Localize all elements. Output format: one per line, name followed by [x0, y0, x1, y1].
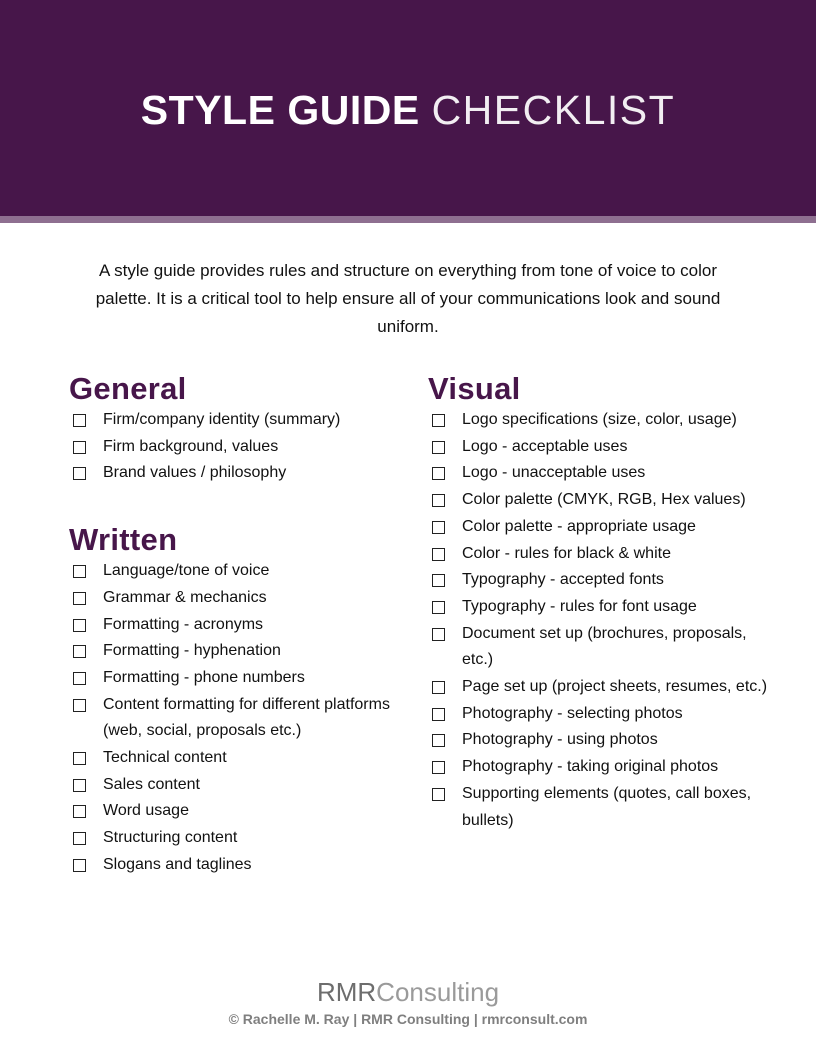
footer-brand-logo	[0, 976, 816, 1008]
checklist-item-label: Grammar & mechanics	[103, 588, 267, 606]
checklist-item-label: Slogans and taglines	[103, 855, 252, 873]
checkbox[interactable]	[73, 414, 86, 427]
checklist-item-label: Formatting - hyphenation	[103, 642, 281, 660]
checkbox[interactable]	[432, 628, 445, 641]
checklist-item	[69, 558, 409, 585]
checklist-item-label: Color palette (CMYK, RGB, Hex values)	[462, 491, 746, 509]
checklist-item	[428, 701, 768, 728]
checklist-item	[428, 434, 768, 461]
checklist-item-label: Firm/company identity (summary)	[103, 411, 341, 428]
checklist-item	[69, 612, 409, 639]
checkbox[interactable]	[73, 752, 86, 765]
checklist-item	[428, 567, 768, 594]
page-title-bold: STYLE GUIDE	[140, 87, 420, 133]
checkbox[interactable]	[73, 699, 86, 712]
checkbox[interactable]	[432, 441, 445, 454]
checklist-item	[428, 727, 768, 754]
header-accent-rule	[0, 216, 816, 223]
checklist-item-label: Page set up (project sheets, resumes, etc.)	[462, 678, 768, 696]
checkbox[interactable]	[73, 565, 86, 578]
checklist-item-label: Photography - selecting photos	[462, 704, 683, 722]
checklist-item-label: Structuring content	[103, 829, 238, 847]
checklist-general	[69, 407, 409, 487]
checklist-item	[69, 434, 409, 461]
checkbox[interactable]	[73, 672, 86, 685]
checklist-item	[428, 541, 768, 568]
checkbox[interactable]	[73, 645, 86, 658]
section-spacer	[69, 487, 409, 521]
checklist-item-label: Logo - unacceptable uses	[462, 464, 646, 482]
checklist-item	[428, 621, 768, 674]
checklist-item	[428, 487, 768, 514]
section-heading-written: Written	[69, 522, 178, 558]
checkbox[interactable]	[432, 467, 445, 480]
checklist-item-label: Sales content	[103, 775, 200, 793]
checklist-item-label: Word usage	[103, 802, 189, 820]
checkbox[interactable]	[432, 521, 445, 534]
checklist-item-label: Technical content	[103, 749, 227, 767]
brand-name-light: Consulting	[376, 977, 500, 1007]
checklist-item-label: Document set up (brochures, proposals, etc.)	[462, 624, 747, 669]
checkbox[interactable]	[73, 859, 86, 872]
intro-paragraph: A style guide provides rules and structure on everything from tone of voice to color palette. It is a critical tool to help ensure all of your communications look and sound uniform.	[95, 261, 721, 336]
checklist-item-label: Typography - accepted fonts	[462, 571, 664, 589]
checklist-item	[69, 745, 409, 772]
checkbox[interactable]	[432, 788, 445, 801]
checklist-item	[69, 407, 409, 434]
checkbox[interactable]	[432, 708, 445, 721]
checklist-item-label: Language/tone of voice	[103, 562, 270, 580]
checkbox[interactable]	[73, 441, 86, 454]
checklist-item	[69, 638, 409, 665]
checklist-item-label: Logo specifications (size, color, usage)	[462, 411, 737, 428]
page-title-light: CHECKLIST	[431, 87, 676, 133]
checklist-item-label: Typography - rules for font usage	[462, 597, 697, 615]
checklist-item	[69, 798, 409, 825]
checklist-item	[69, 665, 409, 692]
checklist-item-label: Formatting - acronyms	[103, 615, 264, 633]
checkbox[interactable]	[432, 494, 445, 507]
checklist-item	[69, 772, 409, 799]
checklist-item-label: Formatting - phone numbers	[103, 668, 305, 686]
checklist-item	[428, 594, 768, 621]
checklist-item-label: Color palette - appropriate usage	[462, 517, 696, 535]
checklist-item	[69, 852, 409, 879]
checkbox[interactable]	[432, 734, 445, 747]
checkbox[interactable]	[73, 592, 86, 605]
checklist-item-label: Brand values / philosophy	[103, 464, 287, 482]
checklist-item	[428, 674, 768, 701]
checklist-item	[428, 514, 768, 541]
checklist-item	[428, 407, 768, 434]
section-heading-general: General	[69, 371, 187, 406]
checkbox[interactable]	[73, 467, 86, 480]
checklist-item	[69, 825, 409, 852]
checkbox[interactable]	[432, 574, 445, 587]
left-column	[69, 370, 409, 879]
checklist-item-label: Firm background, values	[103, 437, 279, 455]
checklist-item-label: Color - rules for black & white	[462, 544, 671, 562]
page-title	[0, 86, 816, 134]
checklist-item-label: Photography - using photos	[462, 731, 658, 749]
checkbox[interactable]	[73, 619, 86, 632]
checklist-item	[69, 460, 409, 487]
footer-credit: © Rachelle M. Ray | RMR Consulting | rmrconsult.com	[228, 1011, 588, 1027]
checklist-item	[428, 460, 768, 487]
checkbox[interactable]	[432, 414, 445, 427]
checklist-item	[428, 754, 768, 781]
checklist-item	[428, 781, 768, 834]
checkbox[interactable]	[432, 681, 445, 694]
right-column	[428, 370, 768, 834]
checklist-written	[69, 558, 409, 878]
checklist-visual	[428, 407, 768, 834]
checklist-item	[69, 692, 409, 745]
checkbox[interactable]	[73, 805, 86, 818]
checkbox[interactable]	[73, 832, 86, 845]
checklist-item-label: Logo - acceptable uses	[462, 437, 628, 455]
checkbox[interactable]	[432, 761, 445, 774]
brand-name-strong: RMR	[316, 977, 377, 1007]
checkbox[interactable]	[432, 601, 445, 614]
checklist-item	[69, 585, 409, 612]
checklist-item-label: Photography - taking original photos	[462, 758, 719, 776]
checkbox[interactable]	[73, 779, 86, 792]
section-heading-visual: Visual	[428, 371, 521, 406]
checkbox[interactable]	[432, 548, 445, 561]
checklist-item-label: Content formatting for different platforms (web, social, proposals etc.)	[103, 695, 390, 740]
checklist-item-label: Supporting elements (quotes, call boxes, bullets)	[462, 784, 752, 829]
